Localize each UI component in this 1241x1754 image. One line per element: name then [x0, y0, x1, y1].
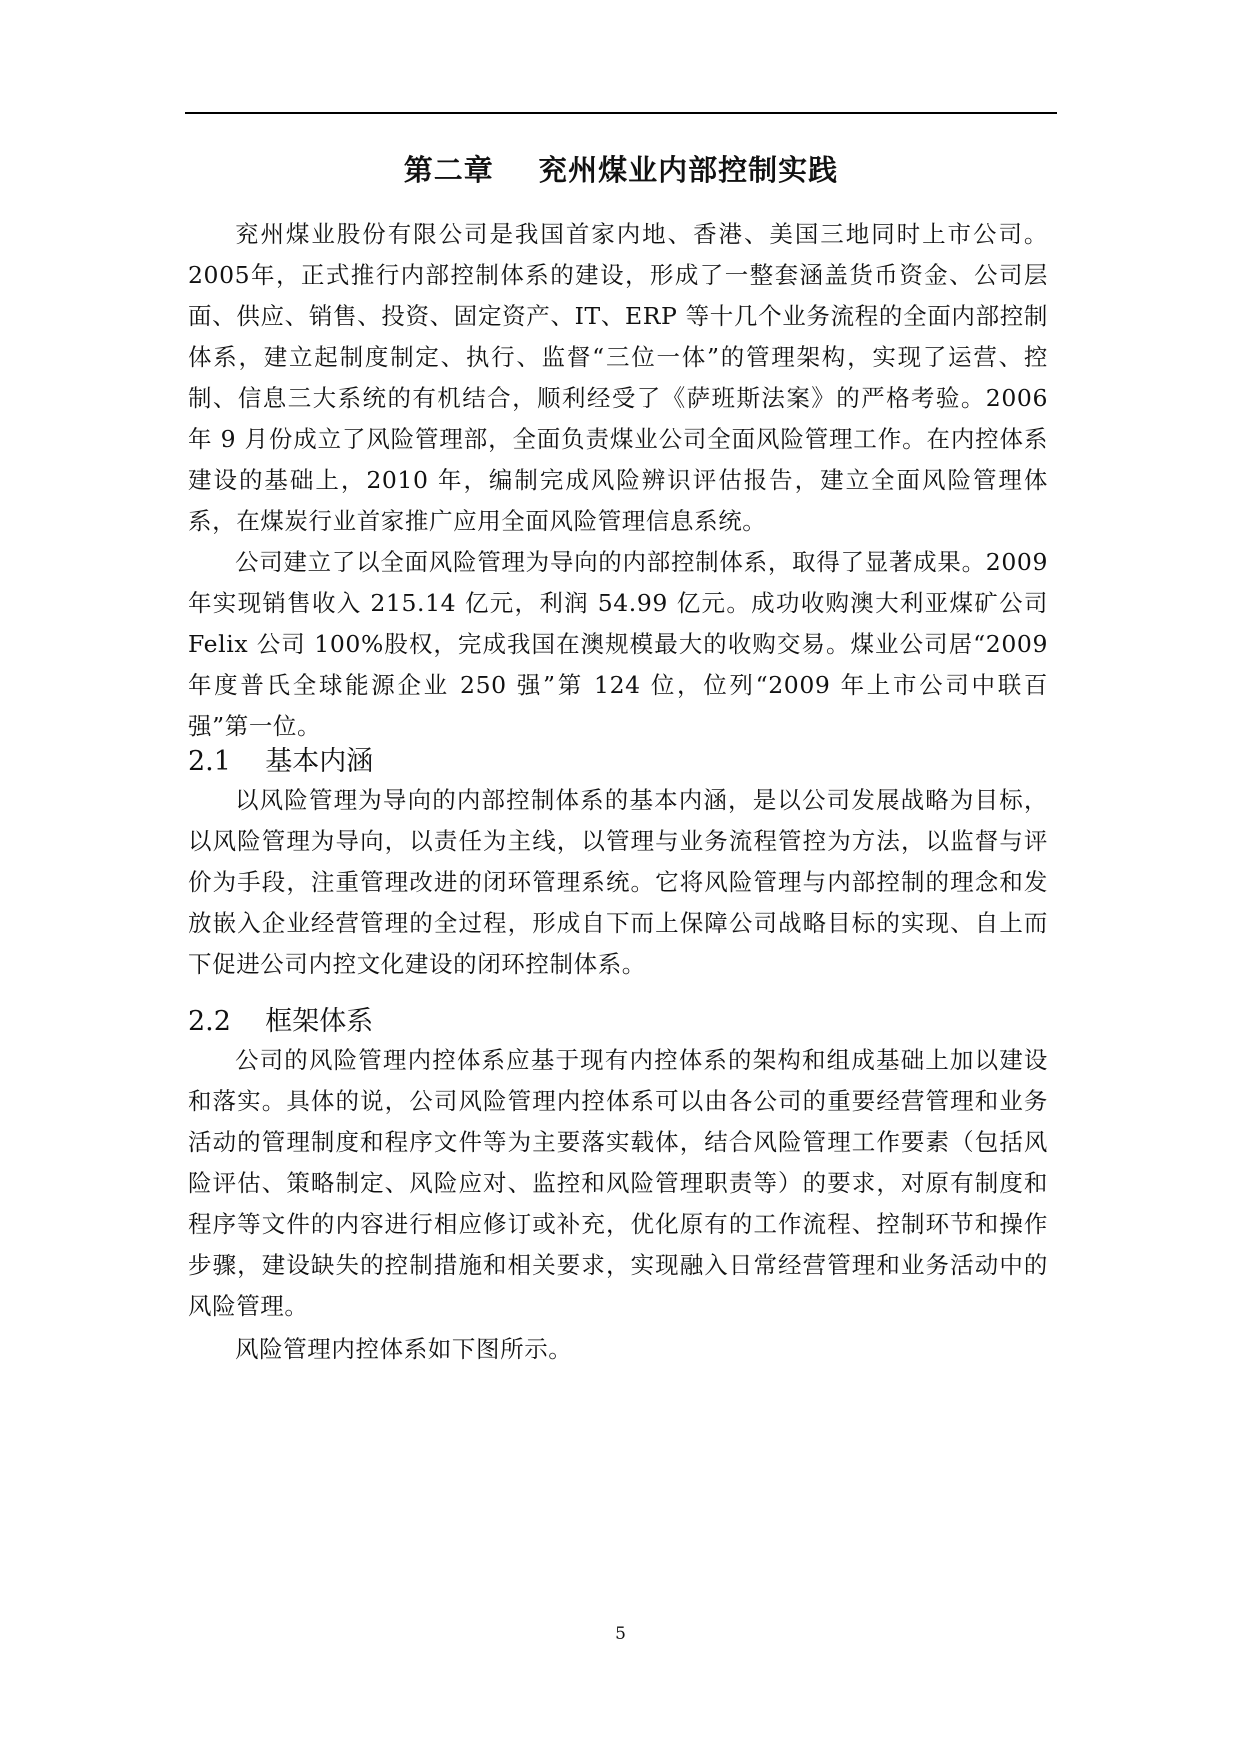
section-2-1-paragraph-1: 以风险管理为导向的内部控制体系的基本内涵，是以公司发展战略为目标，以风险管理为导向，以责任为主线，以管理与业务流程管控为方法，以监督与评价为手段，注重管理改进的闭环管理系统。它将风险管理与内部控制的理念和发放嵌入企业经营管理的全过程，形成自下而上保障公司战略目标的实现、自上而下促进公司内控文化建设的闭环控制体系。 — [188, 786, 1048, 978]
chapter-title: 第二章 兖州煤业内部控制实践 — [403, 153, 839, 187]
section-heading-2-1: 2.1 基本内涵 — [188, 746, 374, 777]
intro-paragraph-2: 公司建立了以全面风险管理为导向的内部控制体系，取得了显著成果。2009年实现销售收入 215.14 亿元，利润 54.99 亿元。成功收购澳大利亚煤矿公司 Felix 公司 100%股权，完成我国在澳规模最大的收购交易。煤业公司居“2009年度普氏全球能源企业 250 强”第 124 位，位列“2009 年上市公司中联百强”第一位。 — [188, 548, 1048, 740]
section-2-2-paragraph-2: 风险管理内控体系如下图所示。 — [235, 1335, 573, 1363]
section-2-2-paragraph-1: 公司的风险管理内控体系应基于现有内控体系的架构和组成基础上加以建设和落实。具体的说，公司风险管理内控体系可以由各公司的重要经营管理和业务活动的管理制度和程序文件等为主要落实载体，结合风险管理工作要素（包括风险评估、策略制定、风险应对、监控和风险管理职责等）的要求，对原有制度和程序等文件的内容进行相应修订或补充，优化原有的工作流程、控制环节和操作步骤，建设缺失的控制措施和相关要求，实现融入日常经营管理和业务活动中的风险管理。 — [188, 1046, 1048, 1320]
intro-paragraph-1: 兖州煤业股份有限公司是我国首家内地、香港、美国三地同时上市公司。2005年，正式推行内部控制体系的建设，形成了一整套涵盖货币资金、公司层面、供应、销售、投资、固定资产、IT、ERP 等十几个业务流程的全面内部控制体系，建立起制度制定、执行、监督“三位一体”的管理架构，实现了运营、控制、信息三大系统的有机结合，顺利经受了《萨班斯法案》的严格考验。2006 年 9 月份成立了风险管理部，全面负责煤业公司全面风险管理工作。在内控体系建设的基础上，2010 年，编制完成风险辨识评估报告，建立全面风险管理体系，在煤炭行业首家推广应用全面风险管理信息系统。 — [188, 220, 1048, 535]
header-rule — [185, 112, 1057, 114]
section-heading-2-2: 2.2 框架体系 — [188, 1006, 374, 1037]
page-number: 5 — [615, 1624, 626, 1644]
